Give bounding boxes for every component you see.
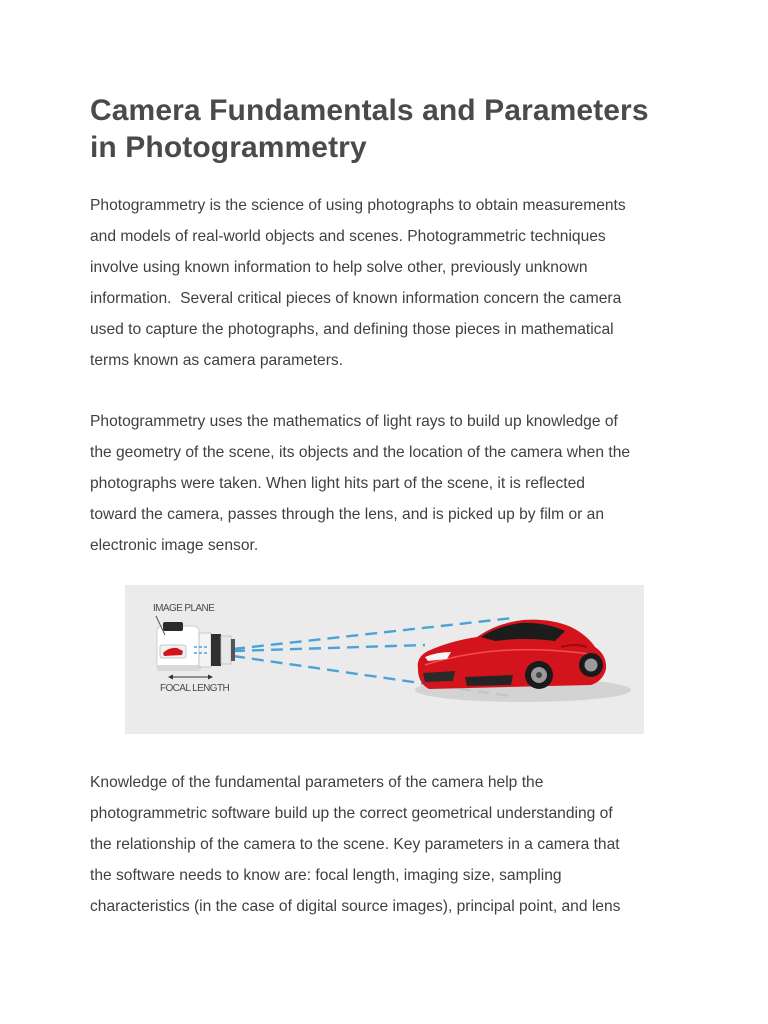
text-line: the relationship of the camera to the scene. Key parameters in a camera that	[90, 836, 620, 853]
text-line: the geometry of the scene, its objects and the location of the camera when the	[90, 444, 631, 461]
camera-diagram-figure	[125, 585, 644, 734]
paragraph-light-rays	[90, 406, 690, 561]
camera-diagram	[125, 585, 644, 734]
paragraph-intro	[90, 190, 690, 376]
text-line: used to capture the photographs, and defining those pieces in mathematical	[90, 321, 614, 338]
text-line: electronic image sensor.	[90, 537, 259, 554]
text-line: characteristics (in the case of digital source images), principal point, and lens	[90, 898, 621, 915]
text-line: the software needs to know are: focal length, imaging size, sampling	[90, 867, 562, 884]
focal-length-label: FOCAL LENGTH	[160, 683, 230, 694]
text-line: Knowledge of the fundamental parameters of the camera help the	[90, 774, 544, 791]
text-line: photogrammetric software build up the correct geometrical understanding of	[90, 805, 613, 822]
page-title	[90, 92, 690, 166]
title-line-1: Camera Fundamentals and Parameters	[90, 94, 649, 127]
sports-car-image	[415, 620, 631, 702]
image-plane-label: IMAGE PLANE	[153, 603, 215, 614]
paragraph-parameters	[90, 767, 690, 922]
text-line: information. Several critical pieces of known information concern the camera	[90, 290, 622, 307]
text-line: Photogrammetry is the science of using photographs to obtain measurements	[90, 197, 626, 214]
text-line: and models of real-world objects and scenes. Photogrammetric techniques	[90, 228, 606, 245]
text-line: toward the camera, passes through the lens, and is picked up by film or an	[90, 506, 605, 523]
text-line: terms known as camera parameters.	[90, 352, 344, 369]
camera-icon	[157, 622, 235, 671]
text-line: Photogrammetry uses the mathematics of light rays to build up knowledge of	[90, 413, 618, 430]
title-line-2: in Photogrammetry	[90, 131, 367, 164]
text-line: photographs were taken. When light hits part of the scene, it is reflected	[90, 475, 585, 492]
text-line: involve using known information to help solve other, previously unknown	[90, 259, 588, 276]
focal-length-arrow	[168, 675, 213, 680]
